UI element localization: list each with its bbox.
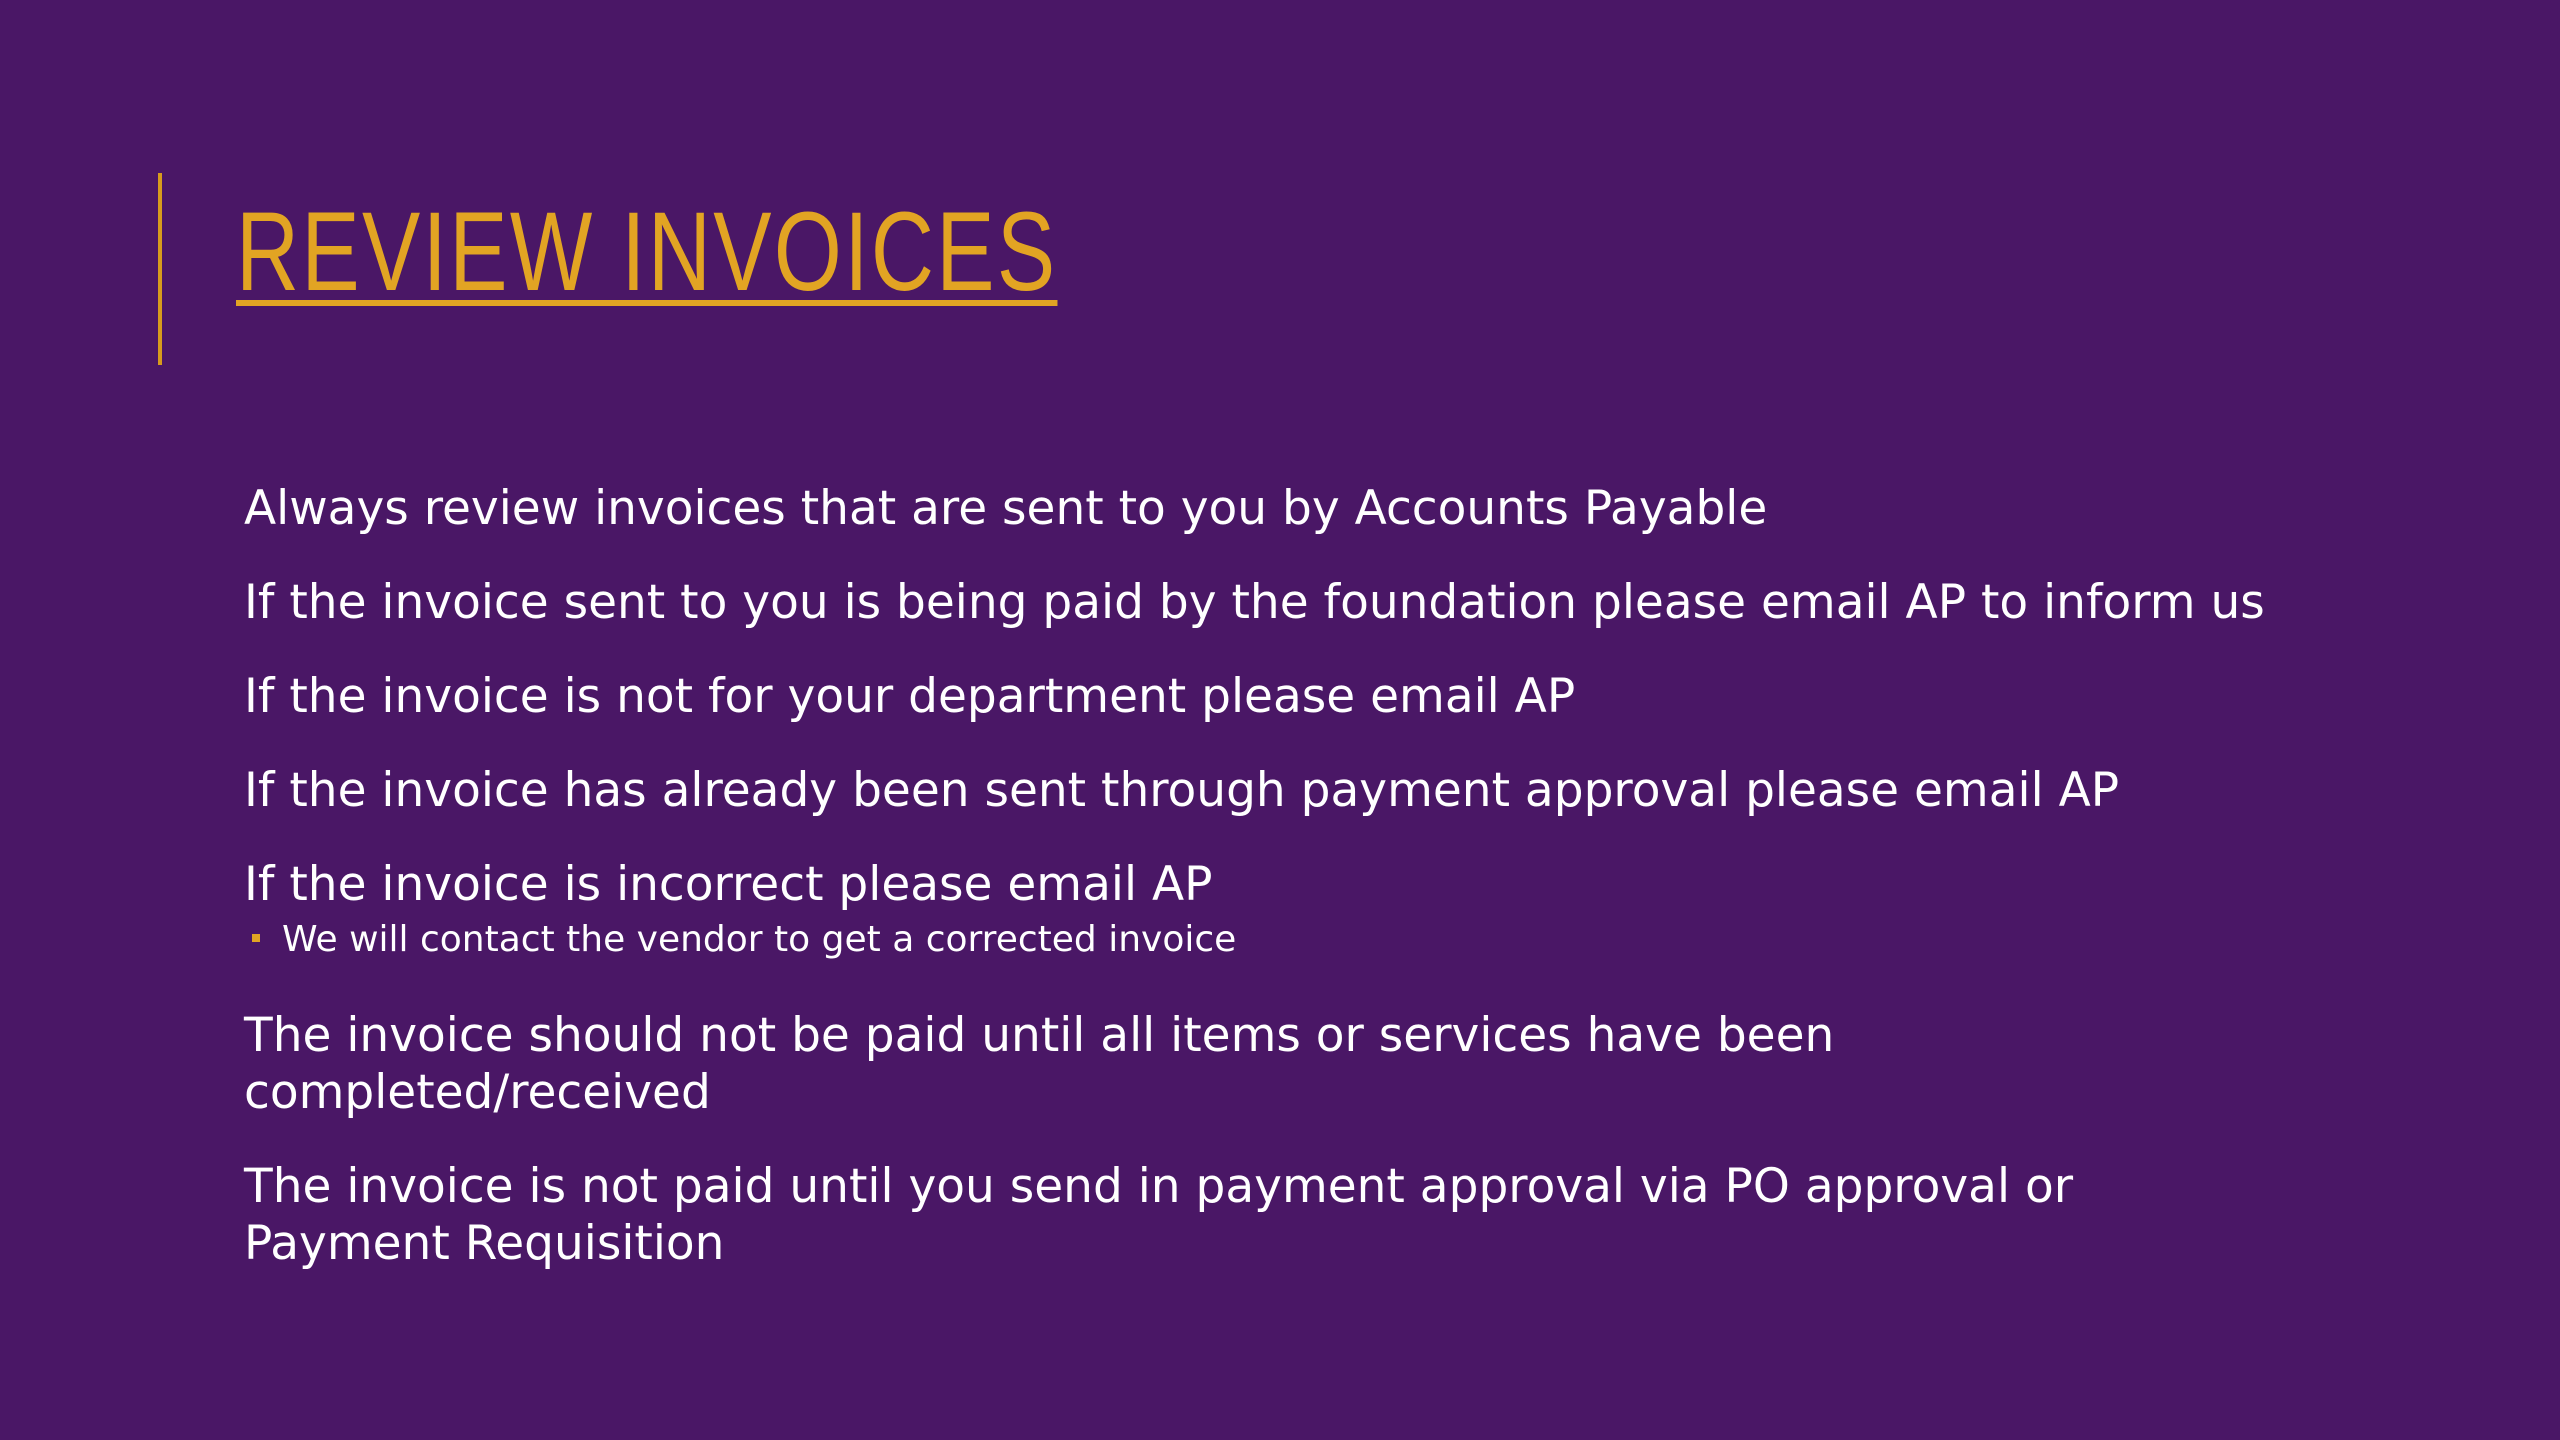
bullet-already-approved: If the invoice has already been sent through payment approval please email AP xyxy=(244,763,2120,818)
slide-title: REVIEW INVOICES xyxy=(236,189,1058,314)
bullet-foundation-payment: If the invoice sent to you is being paid by the foundation please email AP to inform us xyxy=(244,575,2265,630)
title-accent-bar xyxy=(158,173,162,365)
bullet-review-invoices: Always review invoices that are sent to you by Accounts Payable xyxy=(244,481,1768,536)
bullet-incorrect-invoice: If the invoice is incorrect please email AP xyxy=(244,857,1213,912)
bullet-wrong-department: If the invoice is not for your department please email AP xyxy=(244,669,1576,724)
bullet-payment-approval: The invoice is not paid until you send in payment approval via PO approval or Payment Requisition xyxy=(244,1159,2074,1271)
sub-bullet-corrected-invoice xyxy=(252,919,2344,961)
sub-bullet-text: We will contact the vendor to get a corrected invoice xyxy=(282,919,1237,960)
bullet-payment-timing: The invoice should not be paid until all items or services have been completed/received xyxy=(244,1008,1835,1120)
slide-content xyxy=(244,480,2344,1272)
square-bullet-icon xyxy=(252,934,260,942)
